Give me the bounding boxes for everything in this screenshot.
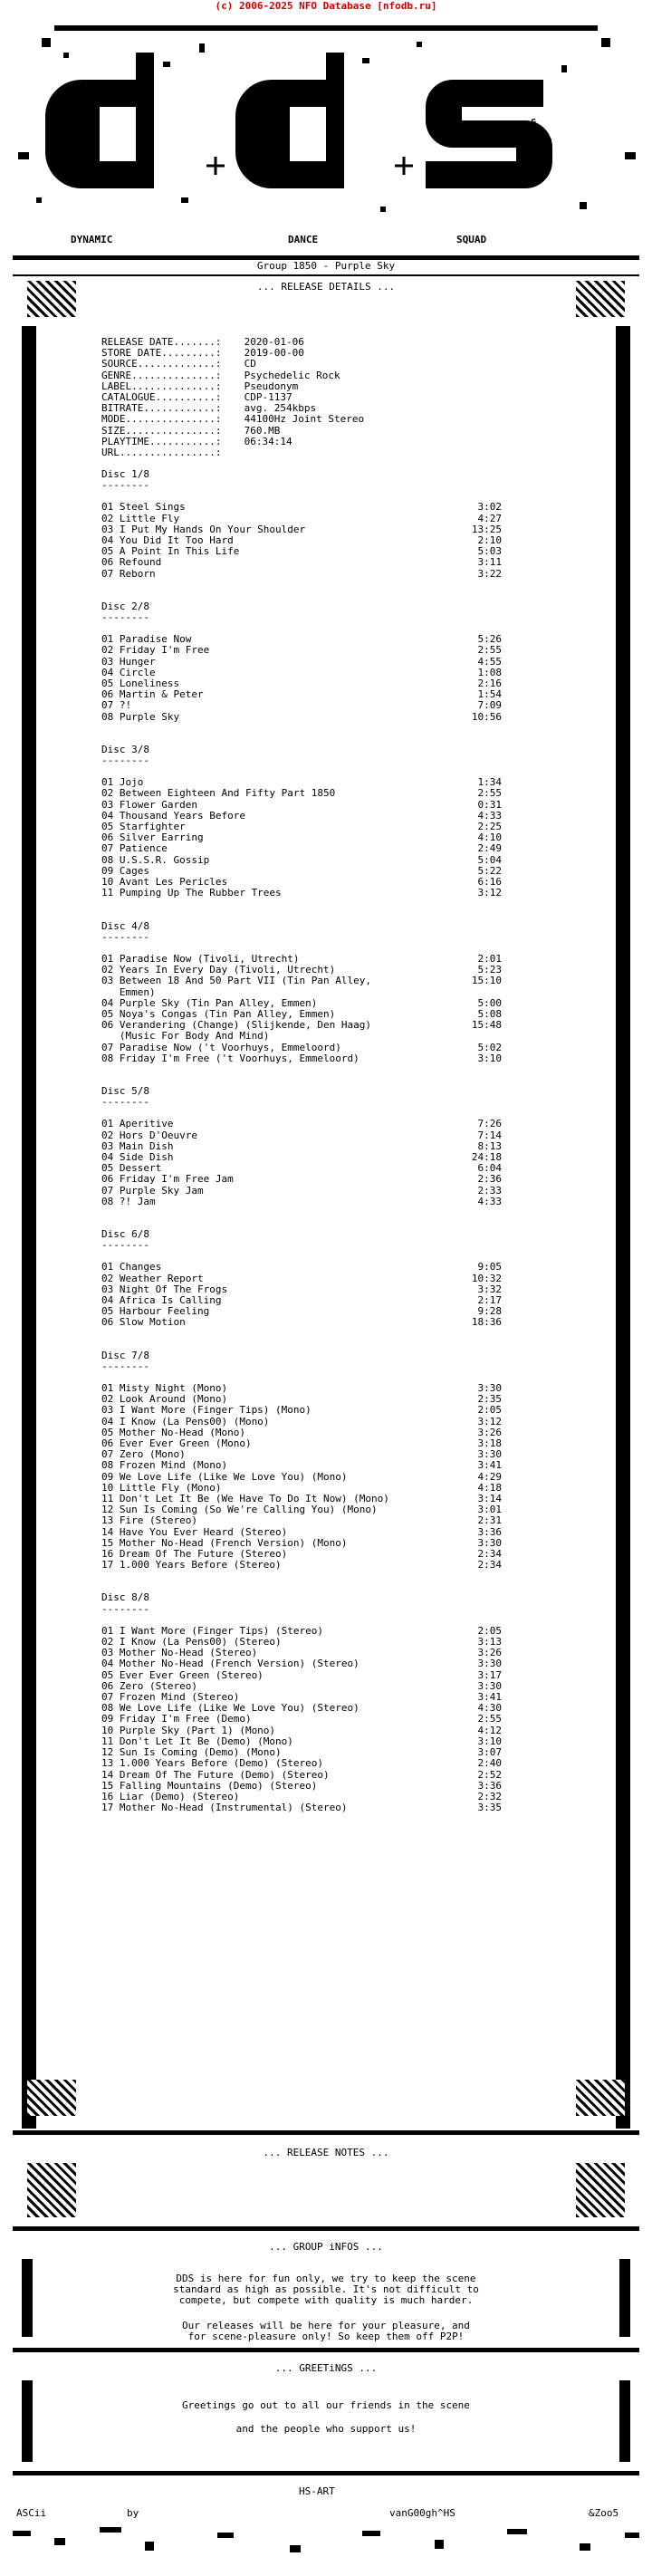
greetings-line-1: Greetings go out to all our friends in the scene xyxy=(182,2399,470,2411)
track-title: 04 I Know (La Pens00) (Mono) xyxy=(101,1415,270,1427)
track-title: 06 Ever Ever Green (Mono) xyxy=(101,1437,252,1450)
greet-left-bar xyxy=(22,2380,33,2462)
detail-value: 44100Hz Joint Stereo xyxy=(238,413,365,426)
track-title: 03 I Put My Hands On Your Shoulder xyxy=(101,523,306,535)
track-title: 02 Years In Every Day (Tivoli, Utrecht) xyxy=(101,964,336,976)
detail-label: GENRE..............: xyxy=(101,369,222,381)
track-title: 14 Have You Ever Heard (Stereo) xyxy=(101,1525,288,1538)
track-row xyxy=(101,1770,502,1781)
track-duration: 3:22 xyxy=(477,567,502,580)
track-row xyxy=(101,645,502,656)
group-title: Group 1850 - Purple Sky xyxy=(256,260,396,272)
track-duration: 2:31 xyxy=(477,1514,502,1527)
track-row xyxy=(101,1515,502,1526)
track-title: 05 A Point In This Life xyxy=(101,545,240,558)
track-title: 07 Reborn xyxy=(101,567,156,580)
track-title: 03 Between 18 And 50 Part VII (Tin Pan Alley, Emmen) xyxy=(101,975,372,998)
disc-underline: -------- xyxy=(101,479,149,492)
release-details-block xyxy=(101,337,527,458)
track-row xyxy=(101,888,502,899)
release-details-heading: ... RELEASE DETAILS ... xyxy=(256,281,396,293)
deco-right-bottom xyxy=(576,2080,625,2116)
track-title: 02 Between Eighteen And Fifty Part 1850 xyxy=(101,787,336,800)
track-row xyxy=(101,1274,502,1284)
track-duration: 2:55 xyxy=(477,1713,502,1725)
deco-left-top xyxy=(27,281,76,317)
footer-ascii: ASCii xyxy=(16,2507,47,2519)
track-title: 02 Look Around (Mono) xyxy=(101,1393,228,1406)
track-duration: 2:52 xyxy=(477,1768,502,1781)
greetings-heading: ... GREETiNGS ... xyxy=(274,2362,378,2374)
track-title: 12 Sun Is Coming (Demo) (Mono) xyxy=(101,1746,282,1759)
track-title: 07 Frozen Mind (Stereo) xyxy=(101,1691,240,1704)
deco-notes-right xyxy=(576,2163,625,2217)
release-notes-heading: ... RELEASE NOTES ... xyxy=(263,2147,389,2158)
track-duration: 2:05 xyxy=(477,1624,502,1637)
track-duration: 2:55 xyxy=(477,787,502,800)
disc-heading: Disc 3/8 xyxy=(101,743,149,755)
track-title: 05 Ever Ever Green (Stereo) xyxy=(101,1668,264,1681)
track-row xyxy=(101,1527,502,1538)
track-duration: 2:10 xyxy=(477,534,502,547)
disc-heading: Disc 4/8 xyxy=(101,919,149,932)
track-duration: 5:22 xyxy=(477,864,502,877)
track-duration: 3:30 xyxy=(477,1679,502,1692)
track-duration: 5:00 xyxy=(477,996,502,1009)
tracklist xyxy=(101,469,527,1813)
track-title: 08 We Love Life (Like We Love You) (Stereo) xyxy=(101,1702,360,1715)
track-title: 15 Falling Mountains (Demo) (Stereo) xyxy=(101,1779,318,1792)
track-title: 02 Hors D'Oeuvre xyxy=(101,1129,197,1141)
track-title: 02 Little Fly xyxy=(101,512,180,524)
track-title: 03 Mother No-Head (Stereo) xyxy=(101,1647,258,1659)
track-title: 06 Martin & Peter xyxy=(101,688,204,701)
track-title: 08 Frozen Mind (Mono) xyxy=(101,1459,228,1472)
track-title: 11 Pumping Up The Rubber Trees xyxy=(101,887,282,899)
right-pillar xyxy=(616,326,630,2129)
track-title: 16 Liar (Demo) (Stereo) xyxy=(101,1790,240,1802)
footer-border xyxy=(13,2471,639,2475)
track-title: 01 Paradise Now xyxy=(101,633,192,646)
detail-label: RELEASE DATE.......: xyxy=(101,336,222,348)
greet-right-bar xyxy=(619,2380,630,2462)
track-row xyxy=(101,1714,502,1725)
track-row xyxy=(101,1262,502,1273)
track-duration: 5:04 xyxy=(477,853,502,866)
track-title: 09 Friday I'm Free (Demo) xyxy=(101,1713,252,1725)
disc-underline: -------- xyxy=(101,930,149,943)
track-duration: 2:34 xyxy=(477,1559,502,1572)
track-duration: 3:26 xyxy=(477,1426,502,1438)
detail-row xyxy=(101,414,527,425)
track-row xyxy=(101,976,502,997)
disc-underline: -------- xyxy=(101,1096,149,1109)
track-duration: 6:16 xyxy=(477,876,502,889)
detail-label: PLAYTIME...........: xyxy=(101,435,222,447)
group-border xyxy=(13,2226,639,2231)
track-title: 14 Dream Of The Future (Demo) (Stereo) xyxy=(101,1768,330,1781)
track-title: 06 Refound xyxy=(101,556,162,569)
track-duration: 4:29 xyxy=(477,1470,502,1483)
track-duration: 5:23 xyxy=(477,964,502,976)
deco-notes-left xyxy=(27,2163,76,2217)
track-duration: 3:10 xyxy=(477,1735,502,1747)
track-duration: 6:04 xyxy=(477,1162,502,1175)
track-duration: 10:56 xyxy=(471,710,502,723)
track-duration: 2:05 xyxy=(477,1404,502,1417)
track-duration: 4:30 xyxy=(477,1702,502,1715)
track-title: 03 Night Of The Frogs xyxy=(101,1283,228,1295)
track-title: 17 1.000 Years Before (Stereo) xyxy=(101,1559,282,1572)
disc-underline: -------- xyxy=(101,755,149,767)
track-duration: 3:12 xyxy=(477,1415,502,1427)
detail-value: avg. 254kbps xyxy=(238,402,317,415)
track-title: 10 Purple Sky (Part 1) (Mono) xyxy=(101,1724,276,1736)
disc-heading: Disc 8/8 xyxy=(101,1591,149,1604)
track-duration: 2:55 xyxy=(477,644,502,657)
track-duration: 18:36 xyxy=(471,1316,502,1329)
track-duration: 3:32 xyxy=(477,1283,502,1295)
track-duration: 7:09 xyxy=(477,699,502,712)
group-info-p1: DDS is here for fun only, we try to keep the scene standard as high as possible. It's not difficult to compete, but compete with quality is much harder. xyxy=(173,2273,479,2306)
track-title: 17 Mother No-Head (Instrumental) (Stereo) xyxy=(101,1802,348,1814)
track-title: 08 U.S.S.R. Gossip xyxy=(101,853,210,866)
track-duration: 5:26 xyxy=(477,633,502,646)
disc-heading: Disc 1/8 xyxy=(101,468,149,480)
track-duration: 5:08 xyxy=(477,1007,502,1020)
track-title: 06 Friday I'm Free Jam xyxy=(101,1173,234,1186)
deco-left-bottom xyxy=(27,2080,76,2116)
track-title: 01 Changes xyxy=(101,1261,162,1274)
track-duration: 15:48 xyxy=(471,1019,502,1032)
track-row xyxy=(101,788,502,799)
track-title: 03 Main Dish xyxy=(101,1139,174,1152)
logo-word-dynamic: DYNAMIC xyxy=(71,234,113,245)
track-duration: 3:11 xyxy=(477,556,502,569)
detail-label: URL................: xyxy=(101,447,222,459)
track-title: 04 Side Dish xyxy=(101,1150,174,1163)
detail-value xyxy=(238,447,244,458)
footer-pattern xyxy=(0,2527,652,2572)
track-title: 13 1.000 Years Before (Demo) (Stereo) xyxy=(101,1757,324,1770)
track-duration: 3:36 xyxy=(477,1779,502,1792)
track-duration: 10:32 xyxy=(471,1272,502,1284)
track-title: 05 Noya's Congas (Tin Pan Alley, Emmen) xyxy=(101,1007,336,1020)
track-title: 10 Little Fly (Mono) xyxy=(101,1481,222,1494)
track-row xyxy=(101,689,502,700)
track-duration: 0:31 xyxy=(477,798,502,811)
group-info-p2: Our releases will be here for your pleasure, and for scene-pleasure only! So keep them off P2P! xyxy=(182,2320,470,2342)
track-title: 05 Harbour Feeling xyxy=(101,1305,210,1318)
track-duration: 3:10 xyxy=(477,1052,502,1064)
track-duration: 3:30 xyxy=(477,1536,502,1549)
track-duration: 7:26 xyxy=(477,1118,502,1130)
deco-right-top xyxy=(576,281,625,317)
track-duration: 5:02 xyxy=(477,1041,502,1053)
notes-border xyxy=(13,2130,639,2135)
track-title: 06 Silver Earring xyxy=(101,831,204,844)
track-duration: 3:36 xyxy=(477,1525,502,1538)
detail-value: 2020-01-06 xyxy=(238,336,304,348)
track-duration: 3:18 xyxy=(477,1437,502,1450)
detail-label: SIZE...............: xyxy=(101,424,222,437)
detail-label: SOURCE.............: xyxy=(101,358,222,370)
disc-underline: -------- xyxy=(101,1360,149,1372)
track-row xyxy=(101,712,502,723)
track-title: 11 Don't Let It Be (Demo) (Mono) xyxy=(101,1735,293,1747)
track-duration: 3:12 xyxy=(477,887,502,899)
track-title: 02 Friday I'm Free xyxy=(101,644,210,657)
track-title: 09 Cages xyxy=(101,864,149,877)
track-duration: 3:13 xyxy=(477,1636,502,1648)
track-duration: 4:55 xyxy=(477,655,502,668)
track-title: 04 You Did It Too Hard xyxy=(101,534,234,547)
track-row xyxy=(101,1197,502,1207)
detail-row xyxy=(101,447,527,458)
track-row xyxy=(101,1130,502,1141)
track-duration: 4:12 xyxy=(477,1724,502,1736)
track-row xyxy=(101,1174,502,1185)
track-row xyxy=(101,1043,502,1053)
detail-value: Psychedelic Rock xyxy=(238,369,340,381)
track-row xyxy=(101,1317,502,1328)
track-row xyxy=(101,502,502,513)
track-title: 02 I Know (La Pens00) (Stereo) xyxy=(101,1636,282,1648)
track-duration: 9:28 xyxy=(477,1305,502,1318)
track-duration: 3:26 xyxy=(477,1647,502,1659)
detail-value: 760.MB xyxy=(238,424,281,437)
track-duration: 2:33 xyxy=(477,1184,502,1197)
track-title: 12 Sun Is Coming (So We're Calling You) (Mono) xyxy=(101,1504,378,1516)
track-title: 06 Zero (Stereo) xyxy=(101,1679,197,1692)
group-right-bar xyxy=(619,2259,630,2337)
track-row xyxy=(101,657,502,668)
title-underline xyxy=(13,274,639,276)
track-title: 07 ?! xyxy=(101,699,132,712)
track-duration: 2:01 xyxy=(477,952,502,965)
detail-value: 2019-00-00 xyxy=(238,347,304,360)
track-title: 13 Fire (Stereo) xyxy=(101,1514,197,1527)
track-row xyxy=(101,843,502,854)
track-title: 16 Dream Of The Future (Stereo) xyxy=(101,1548,288,1561)
disc-heading: Disc 5/8 xyxy=(101,1084,149,1097)
track-title: 05 Dessert xyxy=(101,1162,162,1175)
track-duration: 15:10 xyxy=(471,975,502,987)
detail-value: Pseudonym xyxy=(238,380,299,392)
track-title: 04 Mother No-Head (French Version) (Stereo) xyxy=(101,1658,360,1670)
track-row xyxy=(101,1460,502,1471)
track-title: 01 Misty Night (Mono) xyxy=(101,1382,228,1394)
track-row xyxy=(101,1053,502,1064)
track-duration: 1:08 xyxy=(477,666,502,678)
detail-label: MODE...............: xyxy=(101,413,222,426)
dds-logo xyxy=(0,16,652,254)
track-title: 11 Don't Let It Be (We Have To Do It Now) (Mono) xyxy=(101,1493,389,1505)
logo-word-squad: SQUAD xyxy=(456,234,487,245)
track-title: 07 Purple Sky Jam xyxy=(101,1184,204,1197)
track-row xyxy=(101,1417,502,1427)
track-duration: 3:30 xyxy=(477,1448,502,1461)
track-duration: 4:27 xyxy=(477,512,502,524)
track-duration: 3:14 xyxy=(477,1493,502,1505)
track-duration: 9:05 xyxy=(477,1261,502,1274)
track-row xyxy=(101,1658,502,1669)
track-duration: 1:54 xyxy=(477,688,502,701)
track-duration: 3:17 xyxy=(477,1668,502,1681)
disc-heading: Disc 7/8 xyxy=(101,1349,149,1361)
logo-side-tag: G O O^HS xyxy=(531,118,553,148)
track-title: 02 Weather Report xyxy=(101,1272,204,1284)
track-duration: 3:41 xyxy=(477,1691,502,1704)
track-title: 09 We Love Life (Like We Love You) (Mono) xyxy=(101,1470,348,1483)
group-infos-heading: ... GROUP iNFOS ... xyxy=(269,2241,383,2253)
detail-label: STORE DATE.........: xyxy=(101,347,222,360)
track-duration: 2:35 xyxy=(477,1393,502,1406)
track-title: 10 Avant Les Pericles xyxy=(101,876,228,889)
track-title: 01 Jojo xyxy=(101,776,144,789)
track-duration: 2:49 xyxy=(477,842,502,855)
disc-heading: Disc 6/8 xyxy=(101,1227,149,1240)
left-pillar xyxy=(22,326,36,2129)
track-title: 01 Paradise Now (Tivoli, Utrecht) xyxy=(101,952,300,965)
track-title: 04 Thousand Years Before xyxy=(101,809,245,822)
track-title: 03 Flower Garden xyxy=(101,798,197,811)
track-row xyxy=(101,1152,502,1163)
track-duration: 3:30 xyxy=(477,1658,502,1670)
track-title: 04 Circle xyxy=(101,666,156,678)
detail-label: CATALOGUE..........: xyxy=(101,391,222,404)
track-duration: 3:01 xyxy=(477,1504,502,1516)
track-title: 04 Purple Sky (Tin Pan Alley, Emmen) xyxy=(101,996,318,1009)
detail-value: CDP-1137 xyxy=(238,391,292,404)
track-row xyxy=(101,855,502,866)
footer-artist: vanG00gh^HS xyxy=(389,2507,455,2519)
greetings-border xyxy=(13,2348,639,2352)
track-duration: 2:16 xyxy=(477,678,502,690)
track-title: 03 I Want More (Finger Tips) (Mono) xyxy=(101,1404,312,1417)
track-row xyxy=(101,569,502,580)
logo-word-dance: DANCE xyxy=(288,234,319,245)
track-duration: 2:17 xyxy=(477,1293,502,1306)
track-duration: 4:33 xyxy=(477,1195,502,1207)
greetings-line-2: and the people who support us! xyxy=(235,2423,417,2435)
track-duration: 3:07 xyxy=(477,1746,502,1759)
track-duration: 5:03 xyxy=(477,545,502,558)
detail-row xyxy=(101,426,527,437)
track-row xyxy=(101,700,502,711)
footer-hsart: HS-ART xyxy=(299,2485,335,2497)
track-row xyxy=(101,1119,502,1129)
track-duration: 4:18 xyxy=(477,1481,502,1494)
track-row xyxy=(101,1560,502,1571)
track-duration: 3:30 xyxy=(477,1382,502,1394)
track-title: 06 Verandering (Change) (Slijkende, Den Haag) (Music For Body And Mind) xyxy=(101,1019,372,1043)
track-duration: 3:41 xyxy=(477,1459,502,1472)
track-title: 15 Mother No-Head (French Version) (Mono) xyxy=(101,1536,348,1549)
track-title: 08 Purple Sky xyxy=(101,710,180,723)
footer-zoo: &Zoo5 xyxy=(589,2507,619,2519)
track-duration: 2:25 xyxy=(477,821,502,833)
detail-value: CD xyxy=(238,358,256,370)
track-title: 08 ?! Jam xyxy=(101,1195,156,1207)
track-duration: 3:35 xyxy=(477,1802,502,1814)
footer-by: by xyxy=(127,2507,139,2519)
track-row xyxy=(101,1472,502,1483)
track-row xyxy=(101,1802,502,1813)
track-duration: 1:34 xyxy=(477,776,502,789)
track-row xyxy=(101,546,502,557)
track-title: 05 Starfighter xyxy=(101,821,186,833)
group-left-bar xyxy=(22,2259,33,2337)
track-title: 07 Paradise Now ('t Voorhuys, Emmeloord) xyxy=(101,1041,341,1053)
track-title: 04 Africa Is Calling xyxy=(101,1293,222,1306)
track-row xyxy=(101,1405,502,1416)
track-row xyxy=(101,1758,502,1769)
track-title: 07 Zero (Mono) xyxy=(101,1448,186,1461)
track-duration: 2:36 xyxy=(477,1173,502,1186)
track-duration: 3:02 xyxy=(477,501,502,514)
track-row xyxy=(101,514,502,524)
copyright-line: (c) 2006-2025 NFO Database [nfodb.ru] xyxy=(215,0,437,12)
track-title: 01 Aperitive xyxy=(101,1118,174,1130)
track-title: 07 Patience xyxy=(101,842,168,855)
track-row xyxy=(101,1186,502,1197)
detail-value: 06:34:14 xyxy=(238,435,292,447)
track-duration: 2:32 xyxy=(477,1790,502,1802)
disc-underline: -------- xyxy=(101,611,149,624)
detail-row xyxy=(101,370,527,381)
track-duration: 2:40 xyxy=(477,1757,502,1770)
track-duration: 8:13 xyxy=(477,1139,502,1152)
track-duration: 4:10 xyxy=(477,831,502,844)
track-row xyxy=(101,1020,502,1042)
disc-heading: Disc 2/8 xyxy=(101,600,149,612)
detail-row xyxy=(101,359,527,370)
track-title: 01 I Want More (Finger Tips) (Stereo) xyxy=(101,1624,324,1637)
detail-label: BITRATE............: xyxy=(101,402,222,415)
track-title: 08 Friday I'm Free ('t Voorhuys, Emmeloord) xyxy=(101,1052,360,1064)
disc-underline: -------- xyxy=(101,1239,149,1252)
disc-underline: -------- xyxy=(101,1602,149,1615)
logo-graphic xyxy=(0,16,652,254)
track-title: 05 Loneliness xyxy=(101,678,180,690)
track-row xyxy=(101,557,502,568)
track-title: 01 Steel Sings xyxy=(101,501,186,514)
track-title: 05 Mother No-Head (Mono) xyxy=(101,1426,245,1438)
detail-label: LABEL..............: xyxy=(101,380,222,392)
track-duration: 24:18 xyxy=(471,1150,502,1163)
track-duration: 7:14 xyxy=(477,1129,502,1141)
track-title: 03 Hunger xyxy=(101,655,156,668)
track-duration: 2:34 xyxy=(477,1548,502,1561)
track-duration: 13:25 xyxy=(471,523,502,535)
track-title: 06 Slow Motion xyxy=(101,1316,186,1329)
track-duration: 4:33 xyxy=(477,809,502,822)
